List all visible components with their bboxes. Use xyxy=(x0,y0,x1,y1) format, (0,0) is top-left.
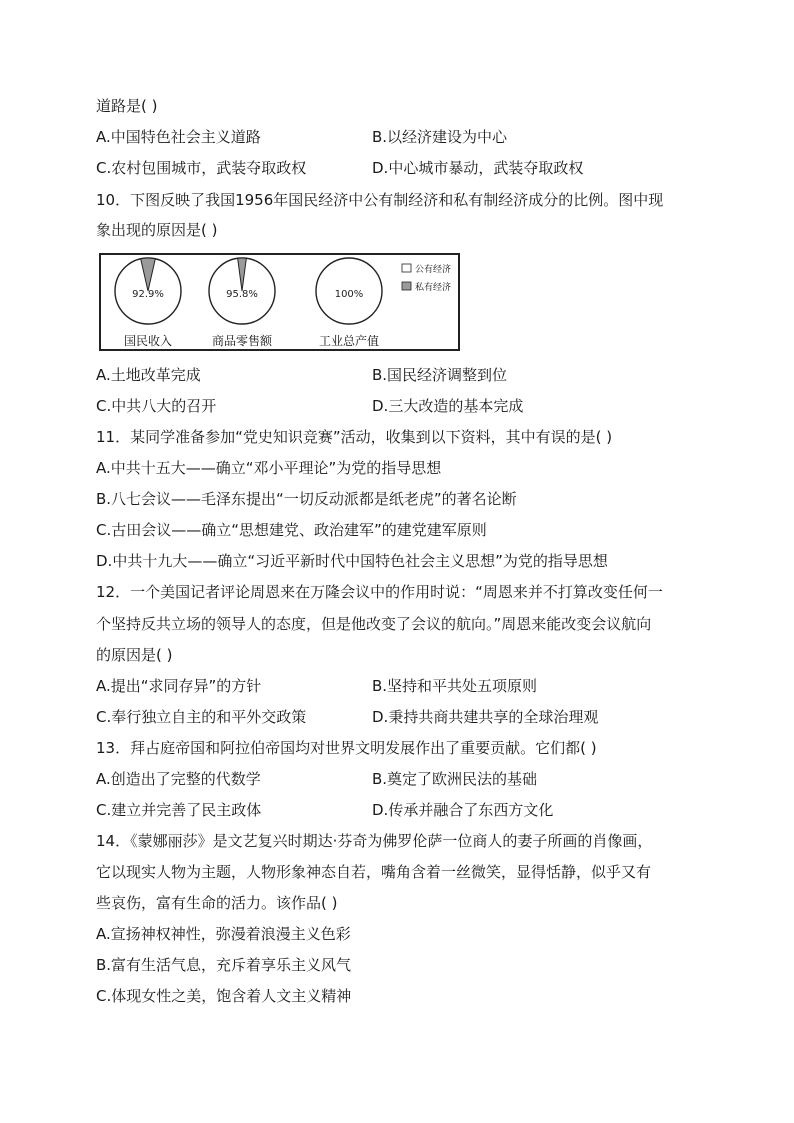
q14-stem-line3: 些哀伤，富有生命的活力。该作品( ) xyxy=(96,894,338,912)
pie-2-value-label: 95.8% xyxy=(226,289,258,300)
q12-option-c[interactable]: C.奉行独立自主的和平外交政策 xyxy=(96,708,307,726)
pie-chart-svg xyxy=(101,255,458,349)
pie-2-category-label: 商品零售额 xyxy=(211,334,273,348)
legend-swatch-public xyxy=(402,264,411,272)
q12-option-b[interactable]: B.坚持和平共处五项原则 xyxy=(372,677,538,695)
q10-stem-line1: 10．下图反映了我国1956年国民经济中公有制经济和私有制经济成分的比例。图中现 xyxy=(96,191,664,209)
pie-3-category-label: 工业总产值 xyxy=(318,334,380,348)
legend-swatch-private xyxy=(402,282,411,290)
q13-option-c[interactable]: C.建立并完善了民主政体 xyxy=(96,801,262,819)
q9-option-d[interactable]: D.中心城市暴动，武装夺取政权 xyxy=(372,159,584,177)
q9-option-c[interactable]: C.农村包围城市，武装夺取政权 xyxy=(96,159,307,177)
q10-option-c[interactable]: C.中共八大的召开 xyxy=(96,397,217,415)
q9-option-a[interactable]: A.中国特色社会主义道路 xyxy=(96,128,261,146)
q12-stem-line2: 个坚持反共立场的领导人的态度，但是他改变了会议的航向。”周恩来能改变会议航向 xyxy=(96,615,652,633)
q13-option-a[interactable]: A.创造出了完整的代数学 xyxy=(96,770,261,788)
pie-1-value-label: 92.9% xyxy=(132,289,164,300)
pie-3-value-label: 100% xyxy=(334,289,364,300)
q11-option-c[interactable]: C.古田会议——确立“思想建党、政治建军”的建党建军原则 xyxy=(96,521,487,539)
q14-option-c[interactable]: C.体现女性之美，饱含着人文主义精神 xyxy=(96,987,352,1005)
q14-option-b[interactable]: B.富有生活气息，充斥着享乐主义风气 xyxy=(96,956,352,974)
pie-chart-figure xyxy=(99,253,460,351)
q14-stem-line2: 它以现实人物为主题，人物形象神态自若，嘴角含着一丝微笑，显得恬静，似乎又有 xyxy=(96,863,652,881)
q11-option-a[interactable]: A.中共十五大——确立“邓小平理论”为党的指导思想 xyxy=(96,459,442,477)
q12-stem-line1: 12．一个美国记者评论周恩来在万隆会议中的作用时说：“周恩来并不打算改变任何一 xyxy=(96,583,663,601)
q12-option-a[interactable]: A.提出“求同存异”的方针 xyxy=(96,677,262,695)
q11-stem: 11．某同学准备参加“党史知识竞赛”活动，收集到以下资料，其中有误的是( ) xyxy=(96,428,613,446)
q9-option-b[interactable]: B.以经济建设为中心 xyxy=(372,128,508,146)
q10-option-b[interactable]: B.国民经济调整到位 xyxy=(372,366,508,384)
q14-stem-line1: 14．《蒙娜丽莎》是文艺复兴时期达·芬奇为佛罗伦萨一位商人的妻子所画的肖像画， xyxy=(96,832,653,850)
q11-option-d[interactable]: D.中共十九大——确立“习近平新时代中国特色社会主义思想”为党的指导思想 xyxy=(96,552,608,570)
q13-option-d[interactable]: D.传承并融合了东西方文化 xyxy=(372,801,554,819)
q14-option-a[interactable]: A.宣扬神权神性，弥漫着浪漫主义色彩 xyxy=(96,925,351,943)
q10-option-a[interactable]: A.土地改革完成 xyxy=(96,366,201,384)
q13-stem: 13．拜占庭帝国和阿拉伯帝国均对世界文明发展作出了重要贡献。它们都( ) xyxy=(96,739,597,757)
pie-1-category-label: 国民收入 xyxy=(123,334,173,348)
legend-label-private: 私有经济 xyxy=(415,283,452,293)
q11-option-b[interactable]: B.八七会议——毛泽东提出“一切反动派都是纸老虎”的著名论断 xyxy=(96,490,517,508)
q10-option-d[interactable]: D.三大改造的基本完成 xyxy=(372,397,524,415)
q10-stem-line2: 象出现的原因是( ) xyxy=(96,221,218,239)
q13-option-b[interactable]: B.奠定了欧洲民法的基础 xyxy=(372,770,538,788)
q12-stem-line3: 的原因是( ) xyxy=(96,646,173,664)
q12-option-d[interactable]: D.秉持共商共建共享的全球治理观 xyxy=(372,708,599,726)
q9-stem-tail: 道路是( ) xyxy=(96,97,158,115)
legend-label-public: 公有经济 xyxy=(415,265,452,275)
